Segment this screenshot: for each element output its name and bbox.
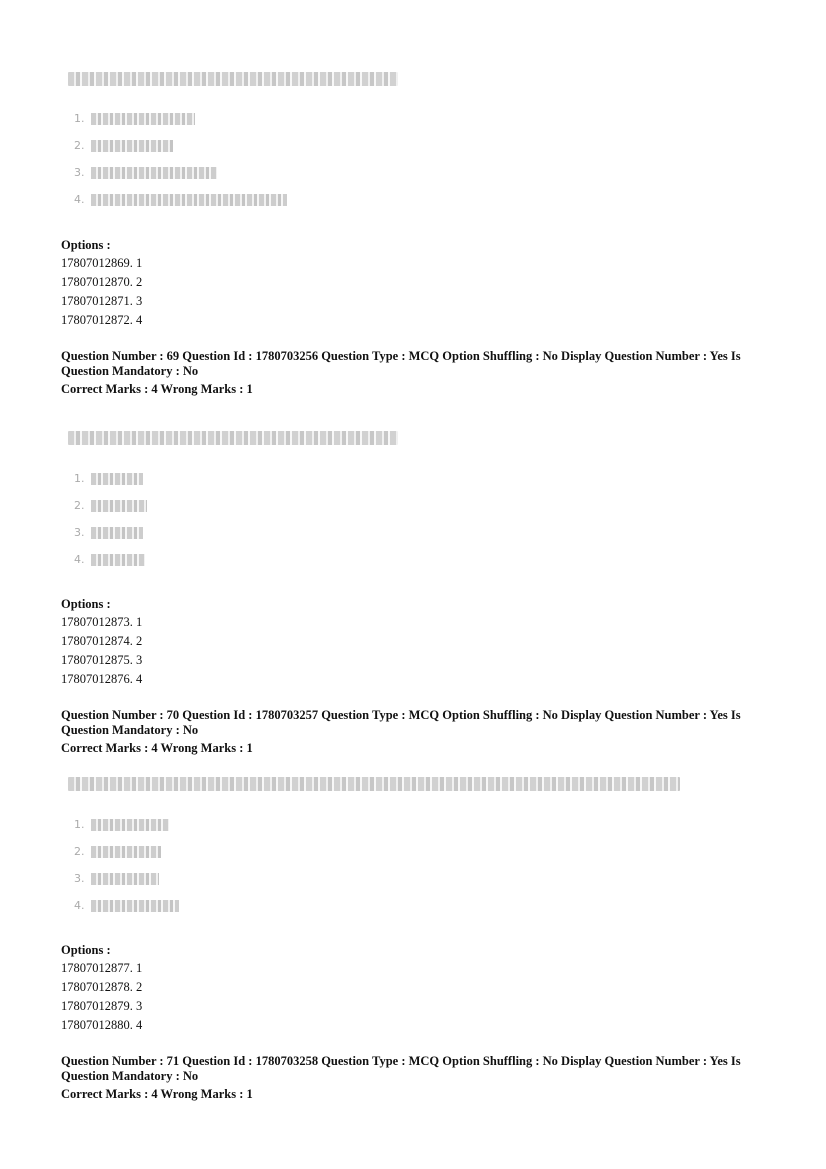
option-text-image (91, 194, 287, 206)
options-label: Options : (61, 597, 111, 611)
question-70-header (61, 708, 751, 756)
option-id: 17807012870. 2 (61, 275, 143, 289)
option-number: 1. (74, 112, 85, 125)
question-69-option-1-image (74, 472, 143, 485)
option-text-image (91, 846, 161, 858)
option-id: 17807012879. 3 (61, 999, 143, 1013)
option-id: 17807012871. 3 (61, 294, 143, 308)
question-header-line: Question Number : 70 Question Id : 1780703257 Question Type : MCQ Option Shuffling : No Display Question Number : Yes Is (61, 708, 741, 722)
question-68-option-4-image (74, 193, 287, 206)
option-text-image (91, 167, 217, 179)
question-69-option-4-image (74, 553, 145, 566)
question-text-image (68, 72, 398, 86)
option-id: 17807012873. 1 (61, 615, 143, 629)
option-number: 2. (74, 499, 85, 512)
question-mandatory: Question Mandatory : No (61, 364, 199, 378)
option-id: 17807012869. 1 (61, 256, 143, 270)
option-number: 4. (74, 553, 85, 566)
option-id: 17807012872. 4 (61, 313, 143, 327)
option-number: 3. (74, 166, 85, 179)
option-text-image (91, 554, 145, 566)
option-id: 17807012874. 2 (61, 634, 143, 648)
question-68-image (68, 72, 398, 86)
option-number: 2. (74, 139, 85, 152)
option-text-image (91, 113, 195, 125)
option-id: 17807012878. 2 (61, 980, 143, 994)
question-68-option-1-image (74, 112, 195, 125)
question-marks: Correct Marks : 4 Wrong Marks : 1 (61, 741, 253, 755)
question-70-option-4-image (74, 899, 179, 912)
question-marks: Correct Marks : 4 Wrong Marks : 1 (61, 1087, 253, 1101)
question-69-image (68, 431, 398, 445)
option-number: 2. (74, 845, 85, 858)
option-id: 17807012880. 4 (61, 1018, 143, 1032)
options-label: Options : (61, 943, 111, 957)
question-text-image (68, 431, 398, 445)
question-header-line: Question Number : 69 Question Id : 1780703256 Question Type : MCQ Option Shuffling : No Display Question Number : Yes Is (61, 349, 741, 363)
option-id: 17807012876. 4 (61, 672, 143, 686)
option-text-image (91, 527, 143, 539)
option-text-image (91, 473, 143, 485)
option-id: 17807012877. 1 (61, 961, 143, 975)
option-number: 1. (74, 818, 85, 831)
option-number: 3. (74, 872, 85, 885)
option-text-image (91, 900, 179, 912)
question-header-line: Question Number : 71 Question Id : 1780703258 Question Type : MCQ Option Shuffling : No Display Question Number : Yes Is (61, 1054, 741, 1068)
question-marks: Correct Marks : 4 Wrong Marks : 1 (61, 382, 253, 396)
option-text-image (91, 500, 147, 512)
option-number: 3. (74, 526, 85, 539)
question-68-option-3-image (74, 166, 217, 179)
option-number: 4. (74, 899, 85, 912)
question-69-option-2-image (74, 499, 147, 512)
option-text-image (91, 140, 173, 152)
question-mandatory: Question Mandatory : No (61, 1069, 199, 1083)
question-text-image (68, 777, 680, 791)
question-71-header (61, 1054, 751, 1102)
option-text-image (91, 819, 169, 831)
option-number: 4. (74, 193, 85, 206)
question-68-option-2-image (74, 139, 173, 152)
option-number: 1. (74, 472, 85, 485)
option-id: 17807012875. 3 (61, 653, 143, 667)
options-label: Options : (61, 238, 111, 252)
question-mandatory: Question Mandatory : No (61, 723, 199, 737)
question-70-option-1-image (74, 818, 169, 831)
option-text-image (91, 873, 159, 885)
question-70-option-3-image (74, 872, 159, 885)
question-70-option-2-image (74, 845, 161, 858)
question-69-header (61, 349, 751, 397)
question-70-image (68, 777, 680, 791)
question-69-option-3-image (74, 526, 143, 539)
